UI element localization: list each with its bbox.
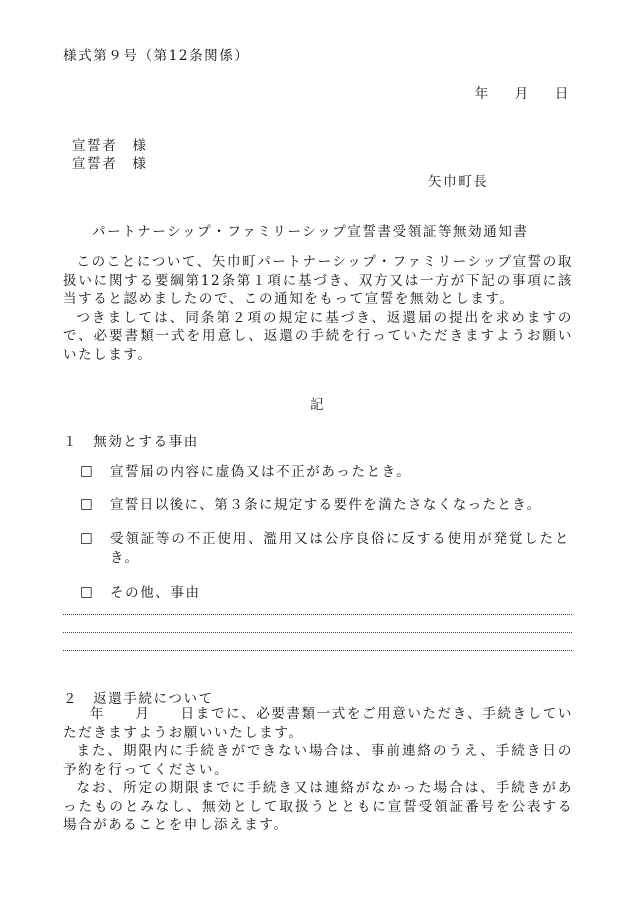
- return-paragraph-2: また、期限内に手続きができない場合は、事前連絡のうえ、手続き日の予約を行ってください。: [63, 743, 573, 778]
- checkbox-3[interactable]: □: [80, 530, 95, 546]
- checkbox-1[interactable]: □: [80, 463, 95, 479]
- recipient-2: 宣誓者 様: [72, 156, 148, 172]
- body-paragraph-2: つきましては、同条第２項の規定に基づき、返還届の提出を求めますので、必要書類一式を用意し、返還の手続を行っていただきますようお願いいたします。: [63, 309, 573, 363]
- ki-marker: 記: [310, 397, 326, 413]
- form-number: 様式第９号（第12条関係）: [63, 48, 250, 64]
- sender-name: 矢巾町長: [428, 174, 489, 190]
- reason-text-3: 受領証等の不正使用、濫用又は公序良俗に反する使用が発覚したとき。: [110, 531, 570, 566]
- dotted-line-3: [63, 650, 572, 651]
- section2-heading: ２ 返還手続について: [63, 691, 214, 707]
- reason-text-4: その他、事由: [110, 585, 201, 601]
- dotted-line-1: [63, 614, 572, 615]
- return-paragraph-3: なお、所定の期限までに手続き又は連絡がなかった場合は、手続きがあったものとみなし、無効として取扱うとともに宣誓受領証番号を公表する場合があることを申し添えます。: [63, 780, 573, 833]
- body-text: [63, 253, 573, 364]
- checkbox-2[interactable]: □: [80, 496, 95, 512]
- checkbox-4[interactable]: □: [80, 584, 95, 600]
- dotted-line-2: [63, 632, 572, 633]
- section2-body: [63, 705, 573, 835]
- recipient-1: 宣誓者 様: [72, 138, 148, 154]
- reason-text-2: 宣誓日以後に、第３条に規定する要件を満たさなくなったとき。: [110, 497, 542, 513]
- section1-heading: １ 無効とする事由: [63, 434, 199, 450]
- date-line: 年 月 日: [474, 86, 570, 102]
- reason-text-1: 宣誓届の内容に虚偽又は不正があったとき。: [110, 464, 412, 480]
- body-paragraph-1: このことについて、矢巾町パートナーシップ・ファミリーシップ宣誓の取扱いに関する要綱第12条第１項に基づき、双方又は一方が下記の事項に該当すると認めましたので、この通知をもって宣誓を無効とします。: [63, 254, 573, 307]
- document-title: パートナーシップ・ファミリーシップ宣誓書受領証等無効通知書: [92, 224, 529, 240]
- return-paragraph-1: 年 月 日までに、必要書類一式をご用意いただき、手続きしていただきますようお願いいたします。: [63, 706, 573, 741]
